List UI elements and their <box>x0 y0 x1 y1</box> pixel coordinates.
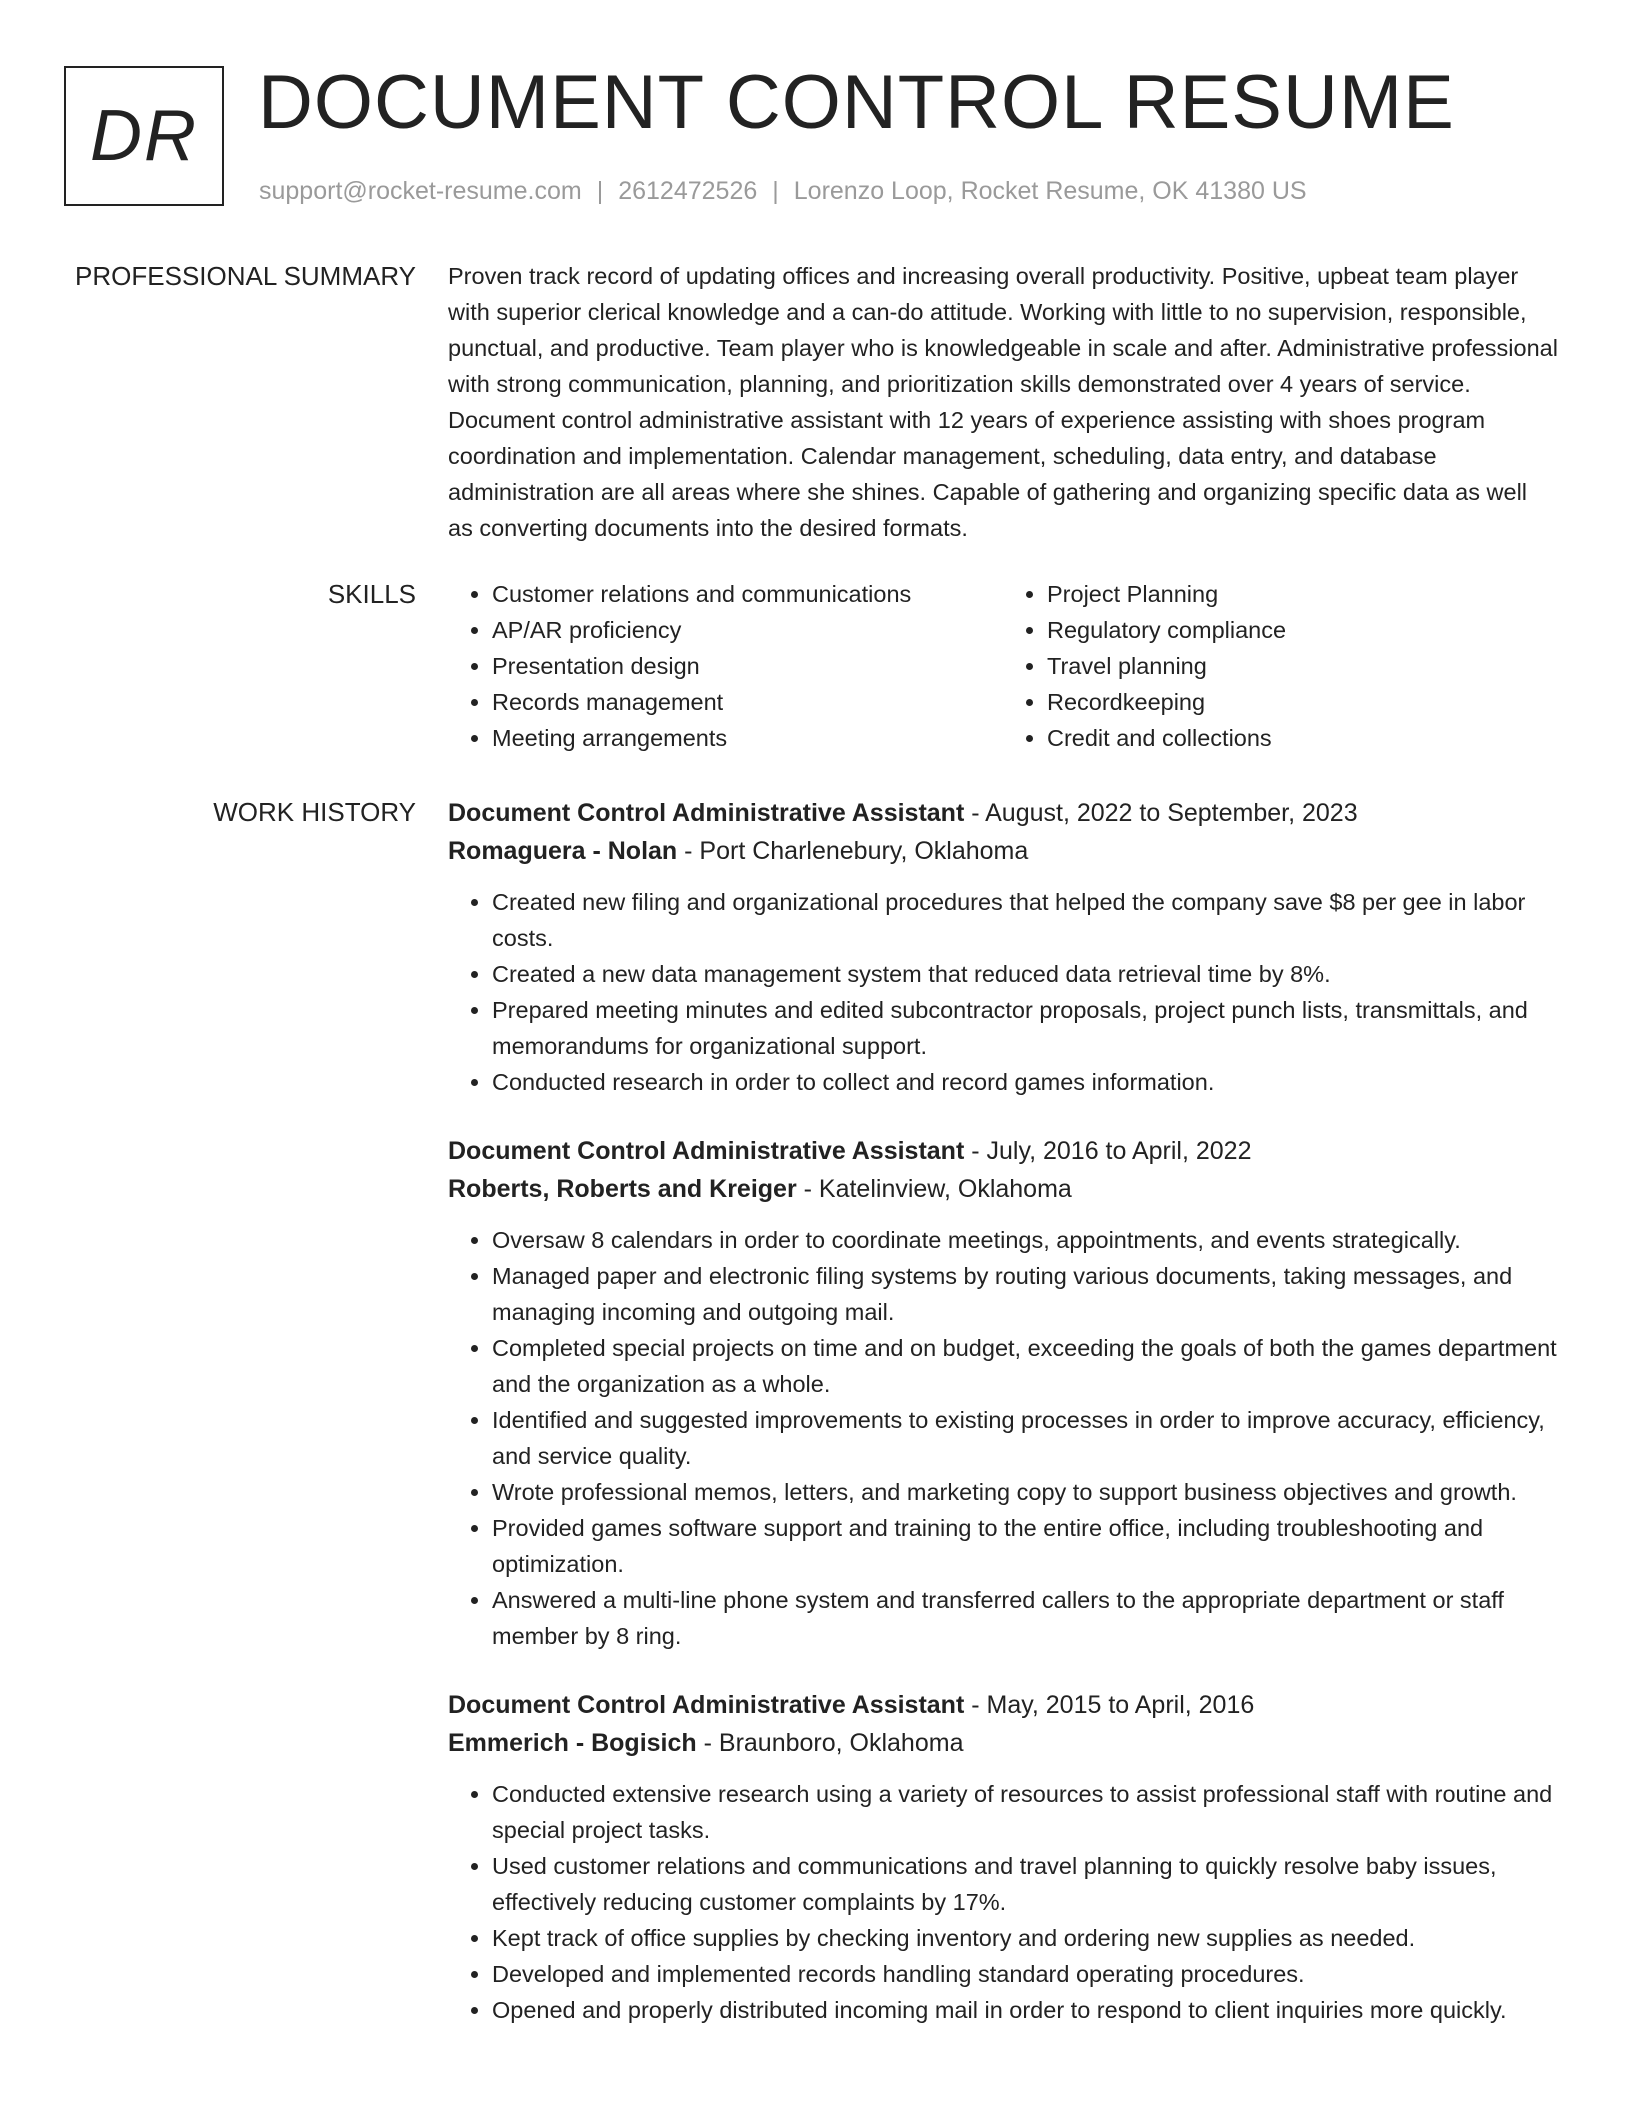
job-title: Document Control Administrative Assistant <box>448 1137 965 1165</box>
summary-body <box>448 258 1558 546</box>
job-bullet: • Opened and properly distributed incoming mail in order to respond to client inquiries more quickly. <box>492 1992 1558 2028</box>
contact-phone[interactable]: 2612472526 <box>618 177 758 205</box>
job-title-line <box>448 1132 1558 1170</box>
job-bullet: • Created new filing and organizational procedures that helped the company save $8 per gee in labor costs. <box>492 884 1558 956</box>
skills-heading: SKILLS <box>327 579 416 609</box>
job-dates: - May, 2015 to April, 2016 <box>964 1691 1255 1719</box>
job-bullet: • Oversaw 8 calendars in order to coordinate meetings, appointments, and events strategically. <box>492 1222 1558 1258</box>
job-bullet: • Completed special projects on time and on budget, exceeding the goals of both the games department and the organization as a whole. <box>492 1330 1558 1402</box>
job-company-line <box>448 832 1558 870</box>
contact-separator: | <box>596 177 604 205</box>
job-company: Roberts, Roberts and Kreiger <box>448 1175 797 1203</box>
skill-item: • Presentation design <box>492 648 1003 684</box>
work-history-body <box>448 794 1558 2060</box>
job-company: Emmerich - Bogisich <box>448 1729 697 1757</box>
monogram-initials: DR <box>90 96 198 176</box>
contact-address: Lorenzo Loop, Rocket Resume, OK 41380 US <box>793 177 1307 205</box>
job-title: Document Control Administrative Assistant <box>448 1691 965 1719</box>
job-entry <box>448 794 1558 1100</box>
skills-body <box>448 576 1558 756</box>
job-bullets <box>448 1776 1558 2028</box>
job-bullet: • Created a new data management system that reduced data retrieval time by 8%. <box>492 956 1558 992</box>
job-company-line <box>448 1724 1558 1762</box>
contact-email[interactable]: support@rocket-resume.com <box>259 177 582 205</box>
job-dates: - August, 2022 to September, 2023 <box>964 799 1358 827</box>
job-bullet: • Kept track of office supplies by checking inventory and ordering new supplies as needed. <box>492 1920 1558 1956</box>
work-history-heading: WORK HISTORY <box>213 797 416 827</box>
job-dates: - July, 2016 to April, 2022 <box>964 1137 1252 1165</box>
job-company: Romaguera - Nolan <box>448 837 678 865</box>
job-title: Document Control Administrative Assistant <box>448 799 965 827</box>
skill-item: • Customer relations and communications <box>492 576 1003 612</box>
job-bullet: • Identified and suggested improvements to existing processes in order to improve accuracy, efficiency, and service quality. <box>492 1402 1558 1474</box>
job-bullets <box>448 884 1558 1100</box>
summary-text: Proven track record of updating offices and increasing overall productivity. Positive, upbeat team player with superior clerical knowledge and a can-do attitude. Working with little to no supervision, responsible, punctual, and productive. Team player who is knowledgeable in scale and after. Administrative professional with strong communication, planning, and prioritization skills demonstrated over 4 years of service. Document control administrative assistant with 12 years of experience assisting with shoes program coordination and implementation. Calendar management, scheduling, data entry, and database administration are all areas where she shines. Capable of gathering and organizing specific data as well as converting documents into the desired formats. <box>448 263 1558 541</box>
job-bullet: • Conducted research in order to collect and record games information. <box>492 1064 1558 1100</box>
skill-item: • Travel planning <box>1047 648 1558 684</box>
job-bullet: • Developed and implemented records handling standard operating procedures. <box>492 1956 1558 1992</box>
job-bullet: • Wrote professional memos, letters, and marketing copy to support business objectives and growth. <box>492 1474 1558 1510</box>
contact-separator: | <box>772 177 779 205</box>
job-bullet: • Provided games software support and training to the entire office, including troubleshooting and optimization. <box>492 1510 1558 1582</box>
summary-heading: PROFESSIONAL SUMMARY <box>75 261 416 291</box>
job-bullet: • Prepared meeting minutes and edited subcontractor proposals, project punch lists, transmittals, and memorandums for organizational support. <box>492 992 1558 1064</box>
skill-item: • Credit and collections <box>1047 720 1558 756</box>
job-bullets <box>448 1222 1558 1654</box>
job-location: - Braunboro, Oklahoma <box>696 1729 964 1757</box>
skill-item: • Records management <box>492 684 1003 720</box>
job-title-line <box>448 794 1558 832</box>
job-company-line <box>448 1170 1558 1208</box>
job-bullet: • Answered a multi-line phone system and transferred callers to the appropriate department or staff member by 8 ring. <box>492 1582 1558 1654</box>
job-title-line <box>448 1686 1558 1724</box>
resume-title: DOCUMENT CONTROL RESUME <box>258 60 1455 145</box>
skill-item: • Regulatory compliance <box>1047 612 1558 648</box>
job-entry <box>448 1686 1558 2028</box>
monogram-logo <box>64 66 224 206</box>
skill-item: • Project Planning <box>1047 576 1558 612</box>
skills-list-left <box>448 576 1003 756</box>
job-location: - Katelinview, Oklahoma <box>796 1175 1072 1203</box>
skill-item: • AP/AR proficiency <box>492 612 1003 648</box>
contact-line <box>259 174 1307 208</box>
job-bullet: • Managed paper and electronic filing systems by routing various documents, taking messages, and managing incoming and outgoing mail. <box>492 1258 1558 1330</box>
skills-list-right <box>1003 576 1558 756</box>
job-bullet: • Conducted extensive research using a variety of resources to assist professional staff with routine and special project tasks. <box>492 1776 1558 1848</box>
job-bullet: • Used customer relations and communications and travel planning to quickly resolve baby issues, effectively reducing customer complaints by 17%. <box>492 1848 1558 1920</box>
skill-item: • Recordkeeping <box>1047 684 1558 720</box>
job-entry <box>448 1132 1558 1654</box>
skill-item: • Meeting arrangements <box>492 720 1003 756</box>
job-location: - Port Charlenebury, Oklahoma <box>677 837 1029 865</box>
